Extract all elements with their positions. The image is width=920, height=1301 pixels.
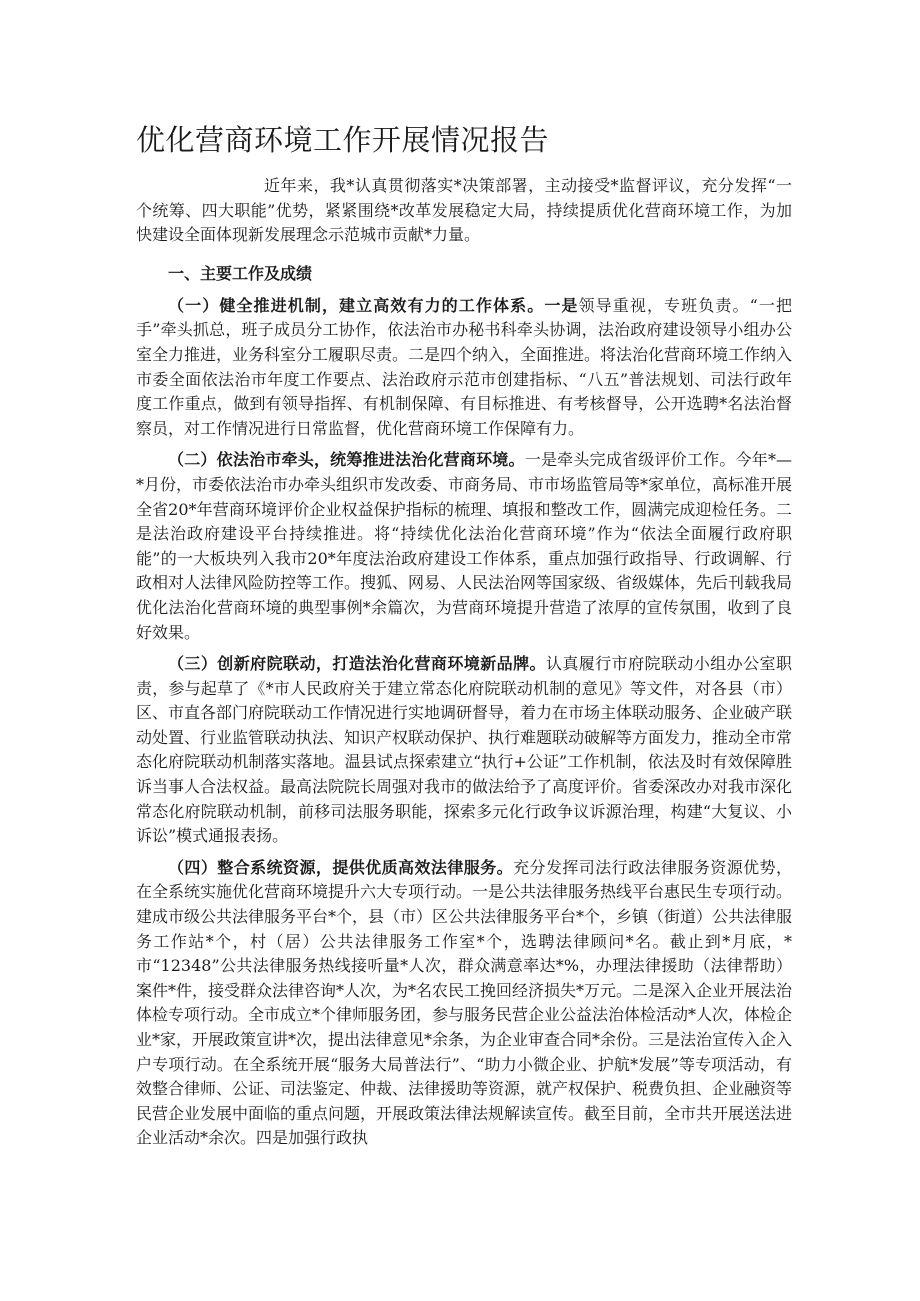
paragraph-1-text: 领导重视，专班负责。“一把手”牵头抓总，班子成员分工协作，依法治市办秘书科牵头协调，法治政府建设领导小组办公室全力推进，业务科室分工履职尽责。二是四个纳入，全面推进。将法治化营商环境工作纳入市委全面依法治市年度工作要点、法治政府示范市创建指标、“八五”普法规划、司法行政年度工作重点，做到有领导指挥、有机制保障、有目标推进、有考核督导，公开选聘*名法治督察员，对工作情况进行日常监督，优化营商环境工作保障有力。 xyxy=(136,295,793,438)
document-body xyxy=(136,174,792,1158)
paragraph-2 xyxy=(136,448,792,645)
paragraph-3-text: 认真履行市府院联动小组办公室职责，参与起草了《*市人民政府关于建立常态化府院联动机制的意见》等文件，对各县（市）区、市直各部门府院联动工作情况进行实地调研督导，着力在市场主体联动服务、企业破产联动处置、行业监管联动执法、知识产权联动保护、执行难题联动破解等方面发力，推动全市常态化府院联动机制落实落地。温县试点探索建立“执行+公证”工作机制，依法及时有效保障胜诉当事人合法权益。最高法院院长周强对我市的做法给予了高度评价。省委深改办对我市深化常态化府院联动机制，前移司法服务职能，探索多元化行政争议诉源治理，构建“大复议、小诉讼”模式通报表扬。 xyxy=(136,654,793,846)
paragraph-2-heading: （二）依法治市牵头，统筹推进法治化营商环境。 xyxy=(168,450,525,470)
paragraph-4-text: 充分发挥司法行政法律服务资源优势，在全系统实施优化营商环境提升六大专项行动。一是公共法律服务热线平台惠民生专项行动。建成市级公共法律服务平台*个，县（市）区公共法律服务平台*个，乡镇（街道）公共法律服务工作站*个，村（居）公共法律服务工作室*个，选聘法律顾问*名。截止到*月底，*市“12348”公共法律服务热线接听量*人次，群众满意率达*%，办理法律援助（法律帮助）案件*件，接受群众法律咨询*人次，为*名农民工挽回经济损失*万元。二是深入企业开展法治体检专项行动。全市成立*个律师服务团，参与服务民营企业公益法治体检活动*人次，体检企业*家，开展政策宣讲*次，提出法律意见*余条，为企业审查合同*余份。三是法治宣传入企入户专项行动。在全系统开展“服务大局普法行”、“助力小微企业、护航*发展”等专项活动，有效整合律师、公证、司法鉴定、仲裁、法律援助等资源，就产权保护、税费负担、企业融资等民营企业发展中面临的重点问题，开展政策法律法规解读宣传。截至目前，全市共开展送法进企业活动*余次。四是加强行政执 xyxy=(136,857,793,1148)
paragraph-1-lead: 一是 xyxy=(544,295,579,315)
paragraph-4 xyxy=(136,856,792,1151)
paragraph-1 xyxy=(136,294,792,442)
paragraph-3 xyxy=(136,652,792,849)
intro-paragraph: 近年来，我*认真贯彻落实*决策部署，主动接受*监督评议，充分发挥“一个统筹、四大职能”优势，紧紧围绕*改革发展稳定大局，持续提质优化营商环境工作，为加快建设全面体现新发展理念示范城市贡献*力量。 xyxy=(136,176,792,245)
paragraph-4-heading: （四）整合系统资源，提供优质高效法律服务。 xyxy=(168,857,514,877)
document-title: 优化营商环境工作开展情况报告 xyxy=(136,123,550,157)
paragraph-3-heading: （三）创新府院联动，打造法治化营商环境新品牌。 xyxy=(168,654,546,674)
paragraph-1-heading: （一）健全推进机制，建立高效有力的工作体系。 xyxy=(168,295,545,315)
paragraph-2-text: 一是牵头完成省级评价工作。今年*—*月份，市委依法治市办牵头组织市发改委、市商务局、市市场监管局等*家单位，高标准开展全省20*年营商环境评价企业权益保护指标的梳理、填报和整改工作，圆满完成迎检任务。二是法治政府建设平台持续推进。将“持续优化法治化营商环境”作为“依法全面履行政府职能”的一大板块列入我市20*年度法治政府建设工作体系，重点加强行政指导、行政调解、行政相对人法律风险防控等工作。搜狐、网易、人民法治网等国家级、省级媒体，先后刊载我局优化法治化营商环境的典型事例*余篇次，为营商环境提升营造了浓厚的宣传氛围，收到了良好效果。 xyxy=(136,450,793,642)
section-heading: 一、主要工作及成绩 xyxy=(168,263,313,283)
